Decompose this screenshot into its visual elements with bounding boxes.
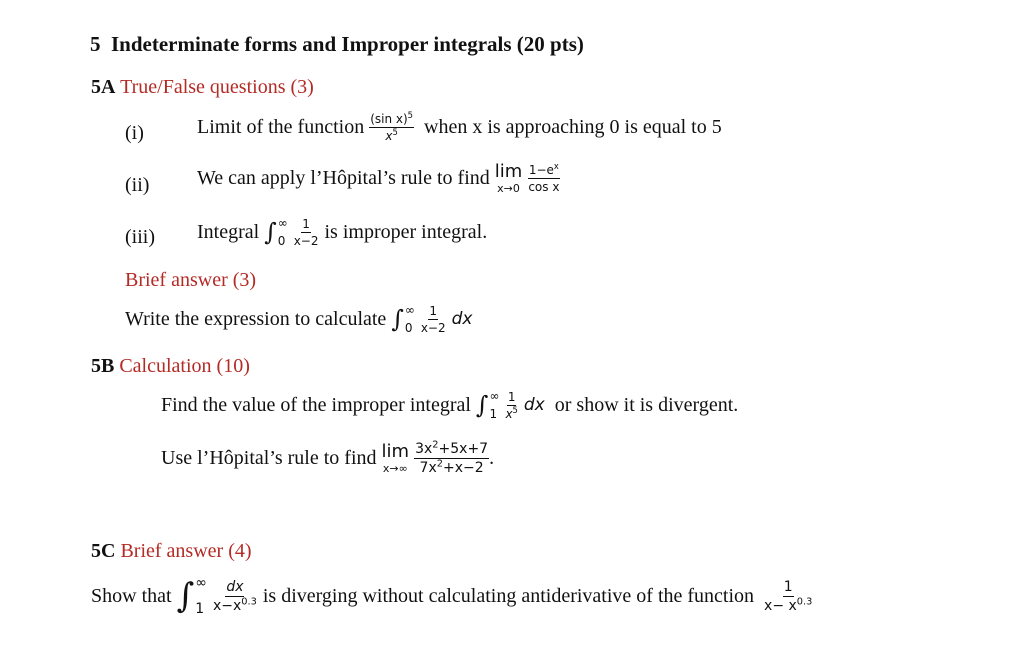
integral-sign: ∫ bbox=[176, 576, 195, 616]
lim-subscript: x→0 bbox=[497, 182, 520, 195]
fraction-numerator: 1 bbox=[429, 303, 438, 318]
fraction-denominator bbox=[419, 459, 485, 475]
question-text: Integral bbox=[197, 220, 260, 243]
question-5b-lhopital bbox=[161, 439, 495, 476]
section-points: (20 pts) bbox=[516, 32, 584, 56]
term: x− x bbox=[764, 597, 797, 614]
fraction bbox=[527, 161, 560, 194]
lower-limit: 0 bbox=[404, 321, 413, 335]
question-text-mid: is diverging without calculating antiderivative of the function bbox=[262, 584, 755, 607]
fraction bbox=[369, 110, 414, 143]
fraction bbox=[504, 391, 518, 420]
exponent: 5 bbox=[407, 110, 414, 120]
fraction-denominator bbox=[763, 597, 813, 613]
fraction-denominator: cos x bbox=[528, 180, 560, 194]
question-text: We can apply l’Hôpital’s rule to find bbox=[197, 167, 490, 189]
exponent: 2 bbox=[432, 439, 439, 451]
question-5a-i bbox=[197, 110, 722, 143]
fraction-denominator bbox=[212, 597, 258, 613]
integral-limits bbox=[489, 390, 499, 420]
fraction-numerator: 1 bbox=[507, 389, 516, 404]
part-5a-title: True/False questions (3) bbox=[120, 76, 314, 98]
question-text: Show that bbox=[91, 584, 172, 607]
question-text-after: is improper integral. bbox=[324, 220, 488, 243]
part-5b-label: 5B bbox=[91, 355, 115, 377]
lower-limit: 1 bbox=[489, 407, 498, 421]
question-text: Use l’Hôpital’s rule to find bbox=[161, 447, 377, 469]
part-5c-label: 5C bbox=[91, 540, 116, 562]
fraction-denominator: x−2 bbox=[293, 233, 319, 248]
lower-limit: 1 bbox=[195, 601, 205, 617]
question-5c bbox=[91, 576, 813, 616]
lim-subscript: x→∞ bbox=[382, 462, 408, 475]
question-5a-iii bbox=[197, 217, 487, 247]
fraction bbox=[212, 580, 258, 613]
question-5a-i-number: (i) bbox=[125, 122, 144, 144]
fraction-numerator: 1 bbox=[302, 216, 310, 231]
question-text: Limit of the function bbox=[197, 116, 365, 138]
differential: dx bbox=[451, 309, 473, 329]
question-5a-iii-number: (iii) bbox=[125, 226, 155, 248]
section-title: Indeterminate forms and Improper integrals bbox=[111, 32, 512, 56]
fraction-numerator: 1−e bbox=[528, 163, 554, 177]
limit-operator bbox=[495, 163, 523, 194]
integral-limits bbox=[195, 576, 207, 616]
term: x−x bbox=[212, 597, 242, 614]
function-fraction bbox=[763, 580, 813, 613]
brief-answer-question bbox=[125, 304, 472, 334]
part-5b-heading bbox=[91, 355, 250, 378]
lower-limit: 0 bbox=[277, 234, 286, 248]
lim-word: lim bbox=[381, 441, 410, 462]
exponent: 0.3 bbox=[796, 595, 813, 607]
part-5c-heading bbox=[91, 540, 252, 563]
question-text: Write the expression to calculate bbox=[125, 307, 387, 330]
part-5b-title: Calculation (10) bbox=[119, 355, 250, 377]
upper-limit: ∞ bbox=[195, 575, 207, 591]
integral-sign: ∫ bbox=[264, 218, 277, 246]
exponent: 5 bbox=[392, 127, 398, 137]
exponent: 0.3 bbox=[241, 595, 257, 607]
integral-sign: ∫ bbox=[391, 305, 404, 333]
fraction bbox=[414, 439, 489, 476]
upper-limit: ∞ bbox=[489, 389, 500, 403]
part-5c-title: Brief answer (4) bbox=[120, 540, 252, 562]
term: 7x bbox=[419, 460, 437, 476]
differential: dx bbox=[523, 395, 545, 415]
part-5a-label: 5A bbox=[91, 76, 116, 98]
section-number: 5 bbox=[90, 32, 101, 56]
limit-operator bbox=[382, 443, 410, 474]
integral-limits bbox=[405, 304, 415, 334]
question-5a-ii bbox=[197, 163, 560, 194]
brief-answer-heading: Brief answer (3) bbox=[125, 269, 257, 291]
question-text-after: or show it is divergent. bbox=[554, 393, 739, 416]
exponent: 2 bbox=[436, 458, 443, 470]
term: +5x+7 bbox=[438, 441, 489, 457]
exponent: 5 bbox=[512, 404, 518, 415]
fraction-numerator: dx bbox=[226, 578, 244, 595]
fraction bbox=[293, 218, 320, 247]
fraction-numerator: (sin x) bbox=[370, 112, 408, 126]
fraction-denominator: x bbox=[385, 129, 393, 143]
fraction-numerator: 1 bbox=[783, 578, 793, 595]
integral-sign: ∫ bbox=[475, 391, 489, 419]
question-text-after: when x is approaching 0 is equal to 5 bbox=[424, 116, 722, 138]
integral-limits bbox=[278, 217, 288, 247]
fraction bbox=[420, 305, 447, 334]
part-5a-heading bbox=[91, 76, 314, 99]
fraction-denominator: x bbox=[505, 406, 513, 421]
fraction-denominator: x−2 bbox=[420, 320, 446, 335]
upper-limit: ∞ bbox=[404, 303, 415, 317]
term: 3x bbox=[415, 441, 433, 457]
exponent: x bbox=[553, 161, 559, 171]
upper-limit: ∞ bbox=[277, 216, 288, 230]
question-5a-ii-number: (ii) bbox=[125, 174, 150, 196]
term: +x−2 bbox=[442, 460, 484, 476]
question-5b-integral bbox=[161, 390, 738, 420]
question-text: Find the value of the improper integral bbox=[161, 393, 471, 416]
fraction-numerator bbox=[414, 439, 489, 459]
period: . bbox=[489, 447, 495, 469]
section-heading bbox=[90, 32, 584, 57]
lim-word: lim bbox=[494, 161, 523, 182]
